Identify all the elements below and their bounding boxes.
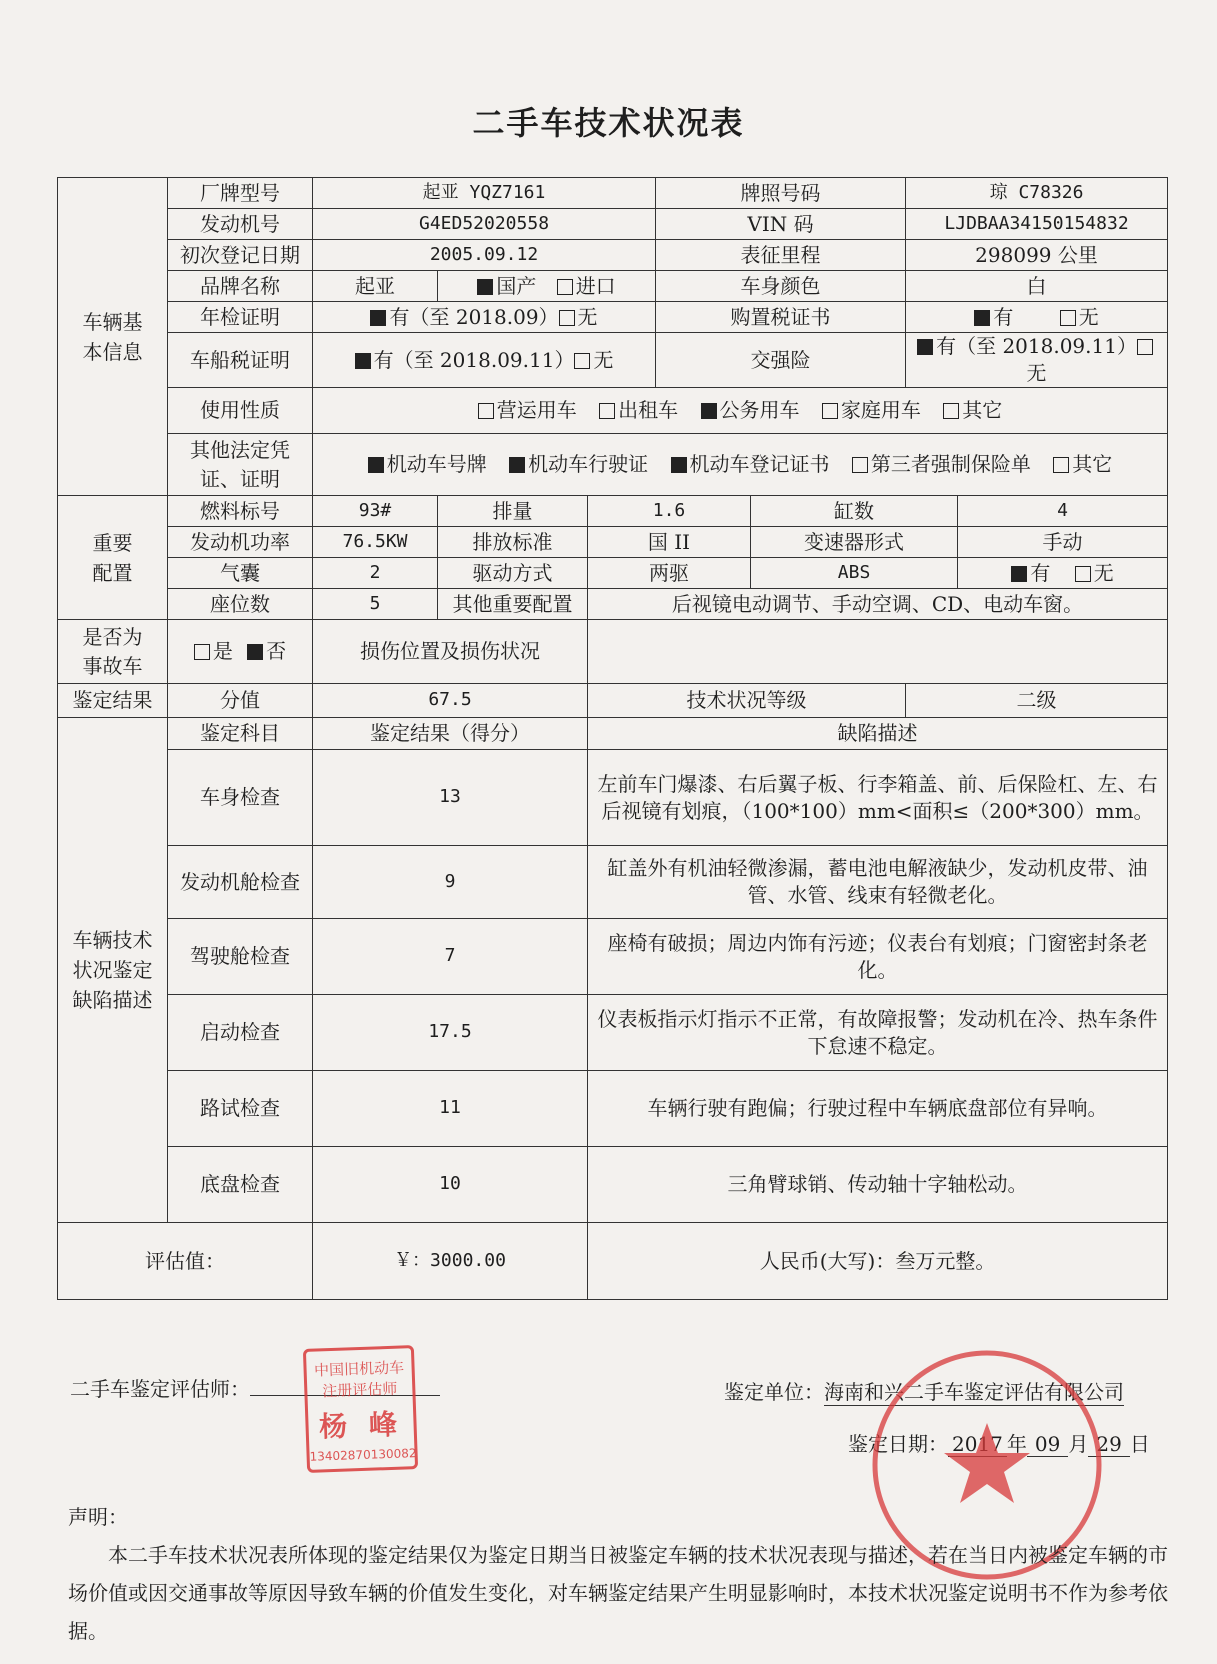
defect-score: 9: [313, 846, 588, 919]
checkbox-imported: [557, 279, 573, 295]
imported-label: 进口: [575, 273, 616, 298]
transmission-value: 手动: [958, 527, 1168, 558]
usage-option-label: 营运用车: [496, 398, 577, 422]
docs-options: [313, 434, 1168, 496]
displacement-value: 1.6: [588, 496, 751, 527]
transmission-label: 变速器形式: [751, 527, 958, 558]
color-value: 白: [906, 271, 1168, 302]
abs-yes-label: 有: [1030, 560, 1051, 585]
inspection-yes-label: 有（至 2018.09）: [389, 304, 559, 329]
statement-block: [68, 1498, 1168, 1650]
emission-label: 排放标准: [438, 527, 588, 558]
checkbox-doc-registration: [671, 457, 687, 473]
color-label: 车身颜色: [656, 271, 906, 302]
vehicle-condition-table: [57, 177, 1168, 1300]
accident-yes-label: 是: [212, 639, 233, 663]
purchase-tax-yes-label: 有: [993, 304, 1014, 329]
brand-name-label: 品牌名称: [168, 271, 313, 302]
drive-value: 两驱: [588, 558, 751, 589]
valuation-label: 评估值：: [58, 1223, 313, 1300]
day-char: 日: [1129, 1432, 1150, 1456]
plate-label: 牌照号码: [656, 178, 906, 209]
checkbox-compulsory-ins-no: [1137, 339, 1153, 355]
section-config: 重要配置: [58, 496, 168, 620]
appraiser-stamp: [303, 1345, 418, 1473]
brand-name-value: 起亚: [313, 271, 438, 302]
first-reg-label: 初次登记日期: [168, 240, 313, 271]
usage-option-label: 家庭用车: [840, 398, 921, 422]
date-day: 29: [1088, 1432, 1129, 1457]
statement-label: 声明：: [68, 1505, 128, 1529]
valuation-amount: ￥：3000.00: [313, 1223, 588, 1300]
purchase-tax-no-label: 无: [1078, 304, 1099, 329]
date-label: 鉴定日期：: [848, 1432, 948, 1456]
checkbox-accident-yes: [194, 644, 210, 660]
month-char: 月: [1068, 1432, 1089, 1456]
defect-item: 启动检查: [168, 995, 313, 1071]
score-label: 分值: [168, 684, 313, 718]
accident-options: [168, 620, 313, 684]
defect-score: 13: [313, 750, 588, 846]
defect-score: 17.5: [313, 995, 588, 1071]
section-basic-info: 车辆基本信息: [58, 178, 168, 496]
damage-label: 损伤位置及损伤状况: [313, 620, 588, 684]
compulsory-ins-label: 交强险: [656, 333, 906, 388]
doc-option-label: 机动车登记证书: [689, 452, 830, 476]
defect-item: 路试检查: [168, 1071, 313, 1147]
stamp-line2: 注册评估师: [322, 1379, 398, 1401]
vessel-tax-yes-label: 有（至 2018.09.11）: [373, 347, 575, 372]
grade-label: 技术状况等级: [588, 684, 906, 718]
defect-desc: 座椅有破损；周边内饰有污迹；仪表台有划痕；门窗密封条老化。: [588, 919, 1168, 995]
defect-item: 驾驶舱检查: [168, 919, 313, 995]
origin-options: [438, 271, 656, 302]
statement-text: 本二手车技术状况表所体现的鉴定结果仅为鉴定日期当日被鉴定车辆的技术状况表现与描述，若在当日内被鉴定车辆的市场价值或因交通事故等原因导致车辆的价值发生变化，对车辆鉴定结果产生明显影响时，本技术状况鉴定说明书不作为参考依据。: [68, 1543, 1168, 1643]
vessel-tax-no-label: 无: [593, 347, 614, 372]
grade-value: 二级: [906, 684, 1168, 718]
first-reg-value: 2005.09.12: [313, 240, 656, 271]
brand-model-value: 起亚 YQZ7161: [313, 178, 656, 209]
checkbox-vessel-tax-yes: [355, 353, 371, 369]
other-config-label: 其他重要配置: [438, 589, 588, 620]
engine-no-label: 发动机号: [168, 209, 313, 240]
checkbox-abs-no: [1075, 566, 1091, 582]
col-item-header: 鉴定科目: [168, 718, 313, 750]
appraiser-label: 二手车鉴定评估师：: [70, 1377, 250, 1401]
checkbox-inspection-no: [559, 310, 575, 326]
result-label: 鉴定结果: [58, 684, 168, 718]
date-month: 09: [1027, 1432, 1068, 1457]
checkbox-doc-license: [509, 457, 525, 473]
usage-options: [313, 388, 1168, 434]
inspection-options: [313, 302, 656, 333]
table-row: [58, 846, 1168, 919]
table-row: [58, 1071, 1168, 1147]
power-label: 发动机功率: [168, 527, 313, 558]
checkbox-accident-no: [247, 644, 263, 660]
doc-option-label: 其它: [1072, 452, 1113, 476]
drive-label: 驱动方式: [438, 558, 588, 589]
other-config-value: 后视镜电动调节、手动空调、CD、电动车窗。: [588, 589, 1168, 620]
defect-item: 车身检查: [168, 750, 313, 846]
doc-option-label: 机动车号牌: [386, 452, 487, 476]
checkbox-doc-insurance: [852, 457, 868, 473]
defect-score: 11: [313, 1071, 588, 1147]
defect-item: 底盘检查: [168, 1147, 313, 1223]
fuel-value: 93#: [313, 496, 438, 527]
vessel-tax-options: [313, 333, 656, 388]
accident-no-label: 否: [266, 639, 287, 663]
compulsory-ins-yes-label: 有（至 2018.09.11）: [936, 334, 1137, 358]
domestic-label: 国产: [496, 273, 537, 298]
displacement-label: 排量: [438, 496, 588, 527]
checkbox-usage-official: [701, 403, 717, 419]
abs-label: ABS: [751, 558, 958, 589]
power-value: 76.5KW: [313, 527, 438, 558]
usage-label: 使用性质: [168, 388, 313, 434]
docs-label: 其他法定凭证、证明: [168, 434, 313, 496]
unit-value: 海南和兴二手车鉴定评估有限公司: [824, 1376, 1124, 1406]
damage-value: [588, 620, 1168, 684]
checkbox-usage-taxi: [599, 403, 615, 419]
table-row: [58, 750, 1168, 846]
accident-label: 是否为事故车: [58, 620, 168, 684]
cylinders-value: 4: [958, 496, 1168, 527]
airbag-value: 2: [313, 558, 438, 589]
checkbox-doc-plate: [368, 457, 384, 473]
stamp-line1: 中国旧机动车: [313, 1358, 405, 1380]
usage-option-label: 公务用车: [719, 398, 800, 422]
checkbox-inspection-yes: [370, 310, 386, 326]
inspection-label: 年检证明: [168, 302, 313, 333]
table-row: [58, 1147, 1168, 1223]
checkbox-usage-other: [943, 403, 959, 419]
checkbox-vessel-tax-no: [574, 353, 590, 369]
date-year: 2017: [948, 1432, 1007, 1457]
engine-no-value: G4ED52020558: [313, 209, 656, 240]
plate-value: 琼 C78326: [906, 178, 1168, 209]
col-desc-header: 缺陷描述: [588, 718, 1168, 750]
compulsory-ins-options: [906, 333, 1168, 388]
defect-score: 7: [313, 919, 588, 995]
section-defects: 车辆技术状况鉴定缺陷描述: [58, 718, 168, 1223]
mileage-value: 298099 公里: [906, 240, 1168, 271]
checkbox-usage-operating: [478, 403, 494, 419]
doc-option-label: 机动车行驶证: [528, 452, 649, 476]
checkbox-compulsory-ins-yes: [917, 339, 933, 355]
checkbox-purchase-tax-no: [1060, 310, 1076, 326]
unit-label: 鉴定单位：: [724, 1380, 824, 1404]
defect-desc: 左前车门爆漆、右后翼子板、行李箱盖、前、后保险杠、左、右后视镜有划痕，（100*100）mm<面积≤（200*300）mm。: [588, 750, 1168, 846]
defect-desc: 车辆行驶有跑偏；行驶过程中车辆底盘部位有异响。: [588, 1071, 1168, 1147]
stamp-name: 杨 峰: [318, 1407, 404, 1444]
vessel-tax-label: 车船税证明: [168, 333, 313, 388]
valuation-amount-words: 人民币(大写)：叁万元整。: [588, 1223, 1168, 1300]
defect-desc: 仪表板指示灯指示不正常，有故障报警；发动机在冷、热车条件下怠速不稳定。: [588, 995, 1168, 1071]
mileage-label: 表征里程: [656, 240, 906, 271]
defect-score: 10: [313, 1147, 588, 1223]
doc-option-label: 第三者强制保险单: [870, 452, 1031, 476]
vin-label: VIN 码: [656, 209, 906, 240]
usage-option-label: 出租车: [618, 398, 679, 422]
cylinders-label: 缸数: [751, 496, 958, 527]
abs-options: [958, 558, 1168, 589]
defect-item: 发动机舱检查: [168, 846, 313, 919]
checkbox-purchase-tax-yes: [974, 310, 990, 326]
seats-value: 5: [313, 589, 438, 620]
year-char: 年: [1006, 1432, 1027, 1456]
stamp-id: 13402870130082: [309, 1446, 417, 1464]
seats-label: 座位数: [168, 589, 313, 620]
abs-no-label: 无: [1093, 560, 1114, 585]
inspection-no-label: 无: [577, 304, 598, 329]
table-row: [58, 995, 1168, 1071]
checkbox-doc-other: [1053, 457, 1069, 473]
defect-desc: 缸盖外有机油轻微渗漏，蓄电池电解液缺少，发动机皮带、油管、水管、线束有轻微老化。: [588, 846, 1168, 919]
defect-desc: 三角臂球销、传动轴十字轴松动。: [588, 1147, 1168, 1223]
usage-option-label: 其它: [962, 398, 1003, 422]
score-value: 67.5: [313, 684, 588, 718]
vin-value: LJDBAA34150154832: [906, 209, 1168, 240]
airbag-label: 气囊: [168, 558, 313, 589]
purchase-tax-label: 购置税证书: [656, 302, 906, 333]
compulsory-ins-no-label: 无: [1026, 361, 1047, 385]
brand-model-label: 厂牌型号: [168, 178, 313, 209]
page-title: 二手车技术状况表: [472, 104, 745, 142]
table-row: [58, 919, 1168, 995]
emission-value: 国 II: [588, 527, 751, 558]
purchase-tax-options: [906, 302, 1168, 333]
checkbox-usage-family: [822, 403, 838, 419]
col-score-header: 鉴定结果（得分）: [313, 718, 588, 750]
checkbox-abs-yes: [1011, 566, 1027, 582]
fuel-label: 燃料标号: [168, 496, 313, 527]
checkbox-domestic: [477, 279, 493, 295]
